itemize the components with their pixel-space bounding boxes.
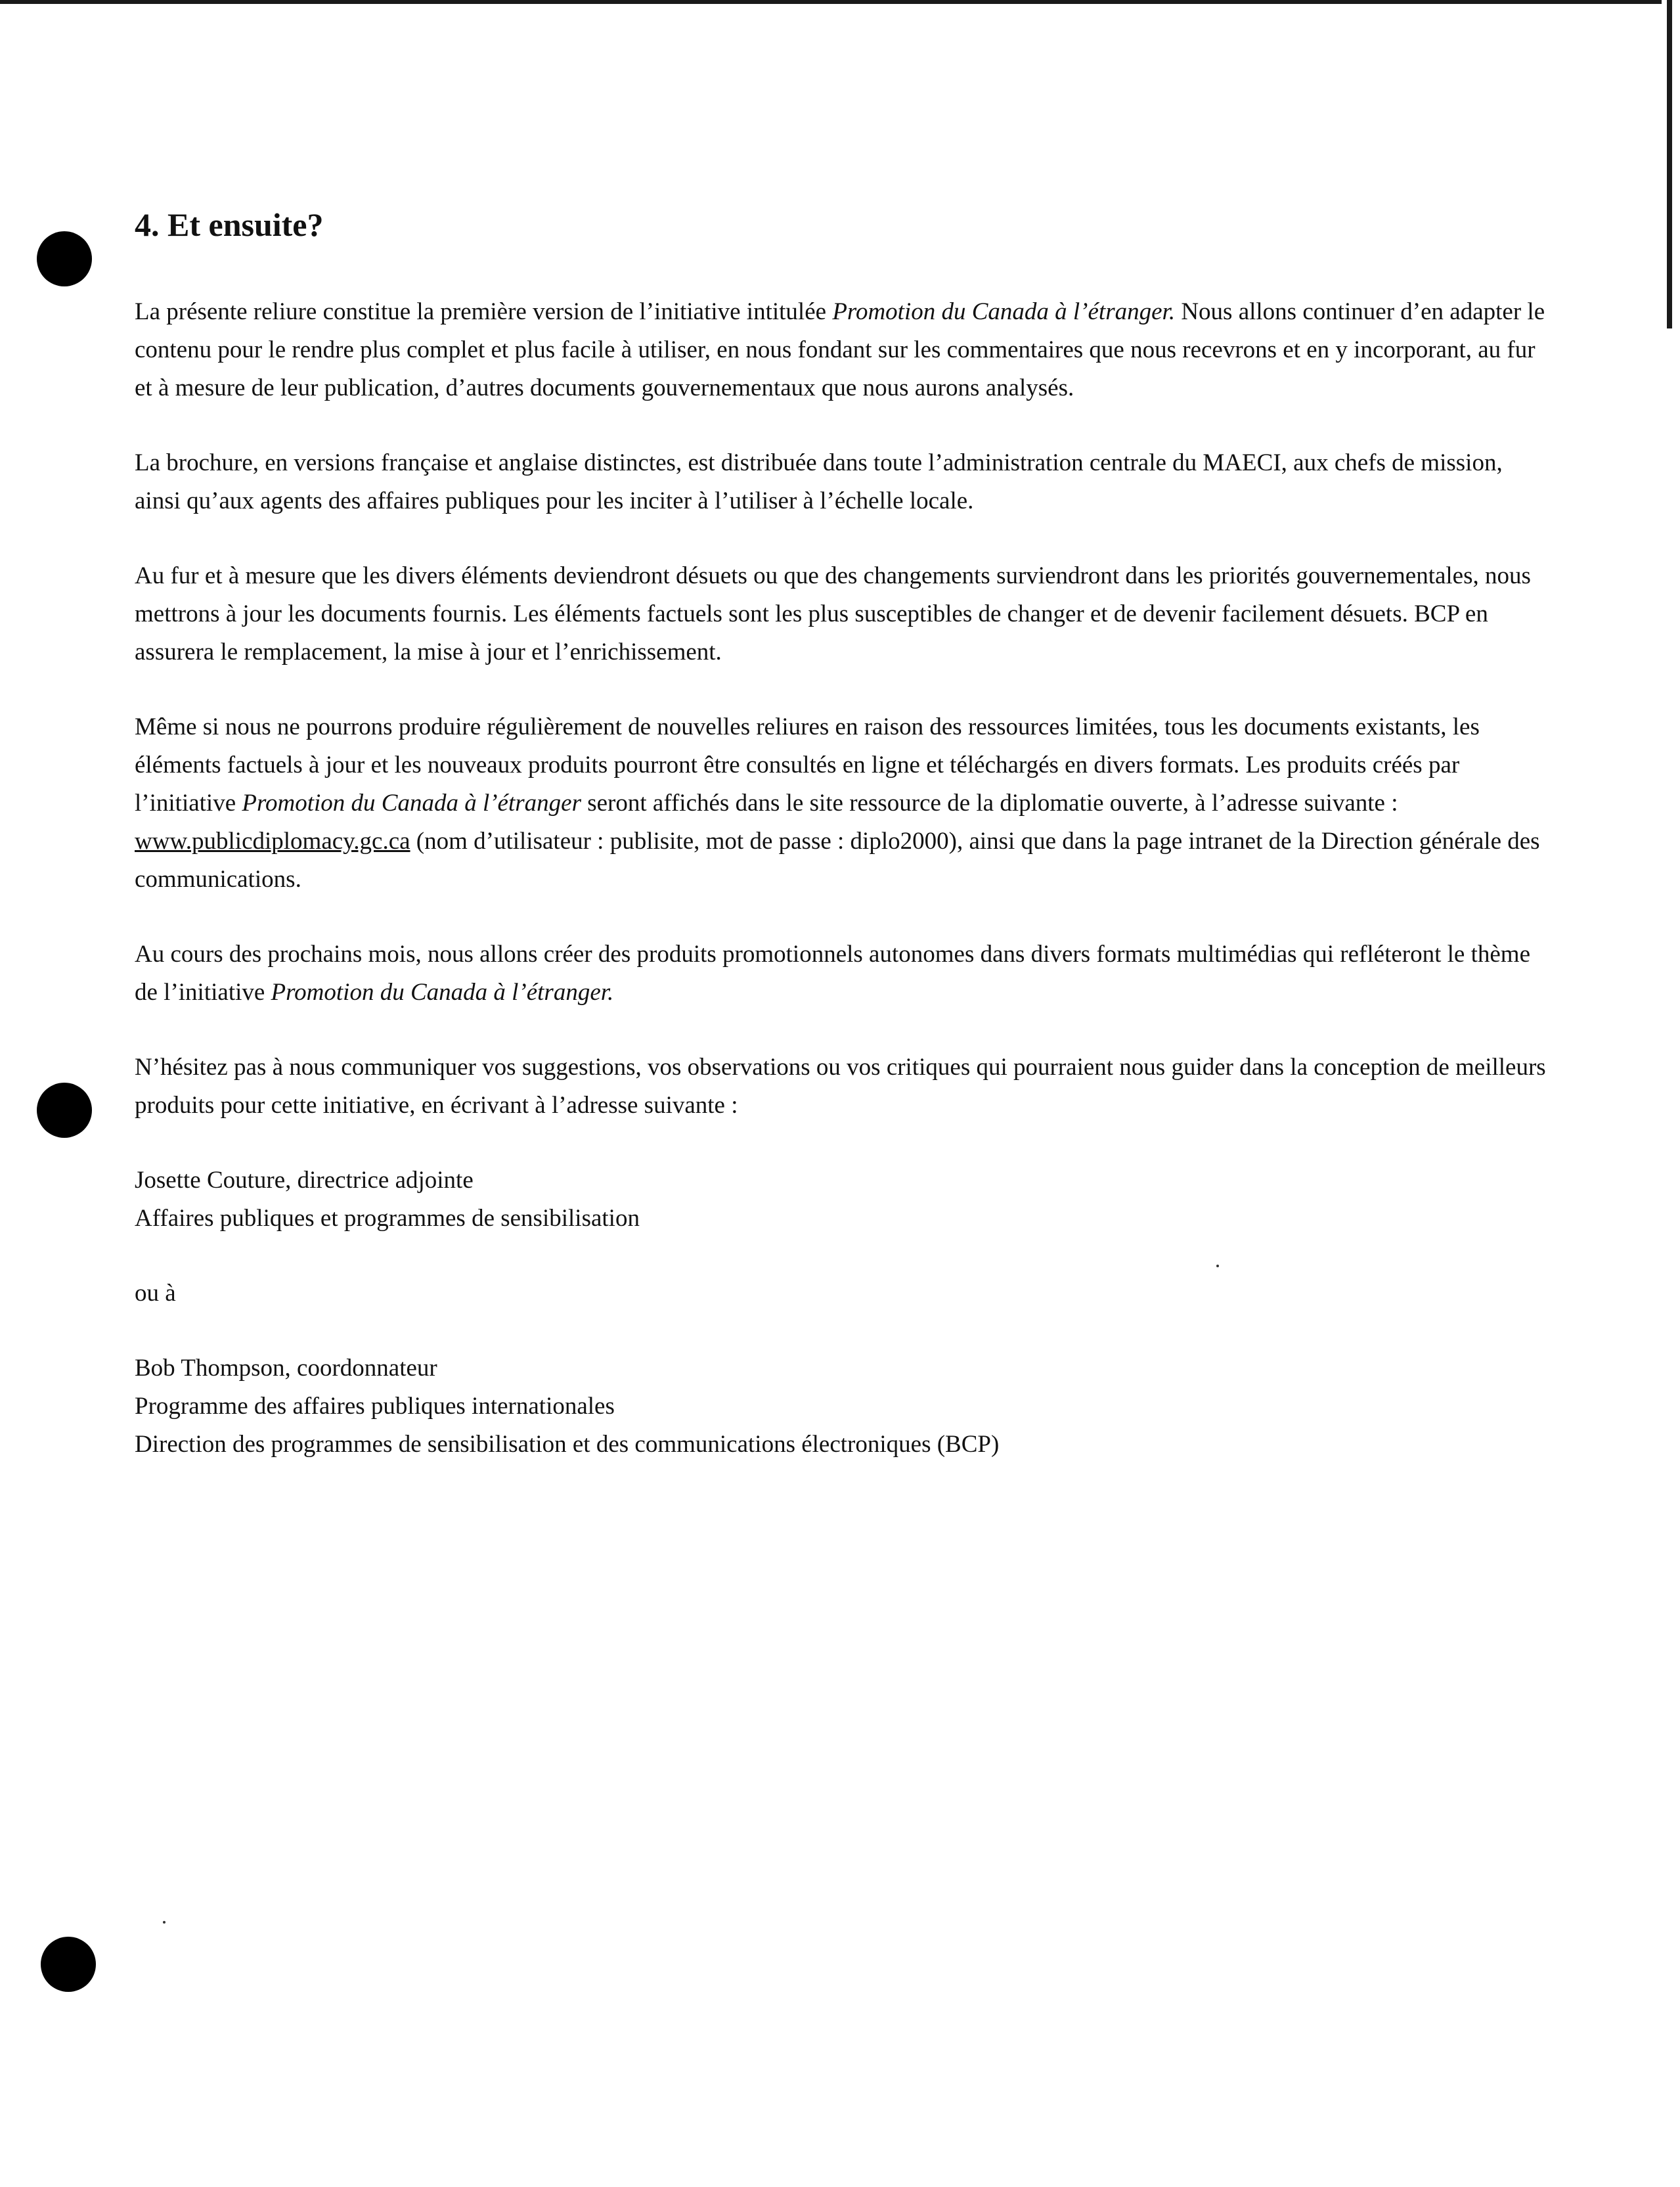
text: seront affichés dans le site ressource de la diplomatie ouverte, à l’adresse suivante : [581, 790, 1398, 817]
website-link[interactable]: www.publicdiplomacy.gc.ca [135, 828, 410, 855]
text: Nous allons continuer d’en adapter le contenu pour le rendre plus complet et plus facile à utiliser, en nous fondant sur les commentaires que nous recevrons et en y incorporant, au fur et à mesure de leur publication, d’autres documents gouvernementaux que nous aurons analysés. [135, 298, 1545, 401]
contact-program: Programme des affaires publiques internationales [135, 1393, 615, 1420]
paragraph-products [135, 936, 1553, 1012]
document-page [135, 204, 1553, 1500]
text: Même si nous ne pourrons produire régulièrement de nouvelles reliures en raison des ressources limitées, tous les documents existants, les éléments factuels à jour et les nouveaux produits pourront être consultés en ligne et téléchargés en divers formats. Les produits créés par l’initiative [135, 713, 1480, 817]
initiative-title: Promotion du Canada à l’étranger [242, 790, 581, 817]
paragraph-brochure: La brochure, en versions française et anglaise distinctes, est distribuée dans toute l’administration centrale du MAECI, aux chefs de mission, ainsi qu’aux agents des affaires publiques pour les inciter à l’utiliser à l’échelle locale. [135, 449, 1503, 514]
initiative-title: Promotion du Canada à l’étranger. [271, 979, 614, 1006]
or-separator: ou à [135, 1280, 176, 1307]
paragraph-intro [135, 293, 1553, 407]
binder-hole-bottom [41, 1937, 96, 1992]
binder-hole-middle [37, 1083, 92, 1138]
binder-hole-top [37, 231, 92, 286]
paragraph-updates: Au fur et à mesure que les divers éléments deviendront désuets ou que des changements surviendront dans les priorités gouvernementales, nous mettrons à jour les documents fournis. Les éléments factuels sont les plus susceptibles de changer et de devenir facilement désuets. BCP en assurera le remplacement, la mise à jour et l’enrichissement. [135, 562, 1531, 665]
text: Au cours des prochains mois, nous allons créer des produits promotionnels autonomes dans divers formats multimédias qui refléteront le thème de l’initiative [135, 941, 1530, 1006]
contact-name: Josette Couture, directrice adjointe [135, 1167, 474, 1194]
scan-right-edge [1667, 0, 1672, 328]
contact-directorate: Direction des programmes de sensibilisation et des communications électroniques (BCP) [135, 1431, 1000, 1458]
paragraph-feedback: N’hésitez pas à nous communiquer vos suggestions, vos observations ou vos critiques qui pourraient nous guider dans la conception de meilleurs produits pour cette initiative, en écrivant à l’adresse suivante : [135, 1054, 1546, 1119]
contact-name: Bob Thompson, coordonnateur [135, 1355, 437, 1382]
contact-block-2 [135, 1349, 1553, 1464]
scan-top-border [0, 0, 1662, 4]
initiative-title: Promotion du Canada à l’étranger. [832, 298, 1176, 325]
contact-block-1 [135, 1161, 1553, 1238]
paragraph-online [135, 708, 1553, 899]
text: La présente reliure constitue la première version de l’initiative intitulée [135, 298, 833, 325]
text: (nom d’utilisateur : publisite, mot de passe : diplo2000), ainsi que dans la page intranet de la Direction générale des communications. [135, 828, 1540, 893]
contact-unit: Affaires publiques et programmes de sensibilisation [135, 1205, 640, 1232]
scan-speck [163, 1921, 166, 1924]
section-heading: 4. Et ensuite? [135, 206, 324, 243]
